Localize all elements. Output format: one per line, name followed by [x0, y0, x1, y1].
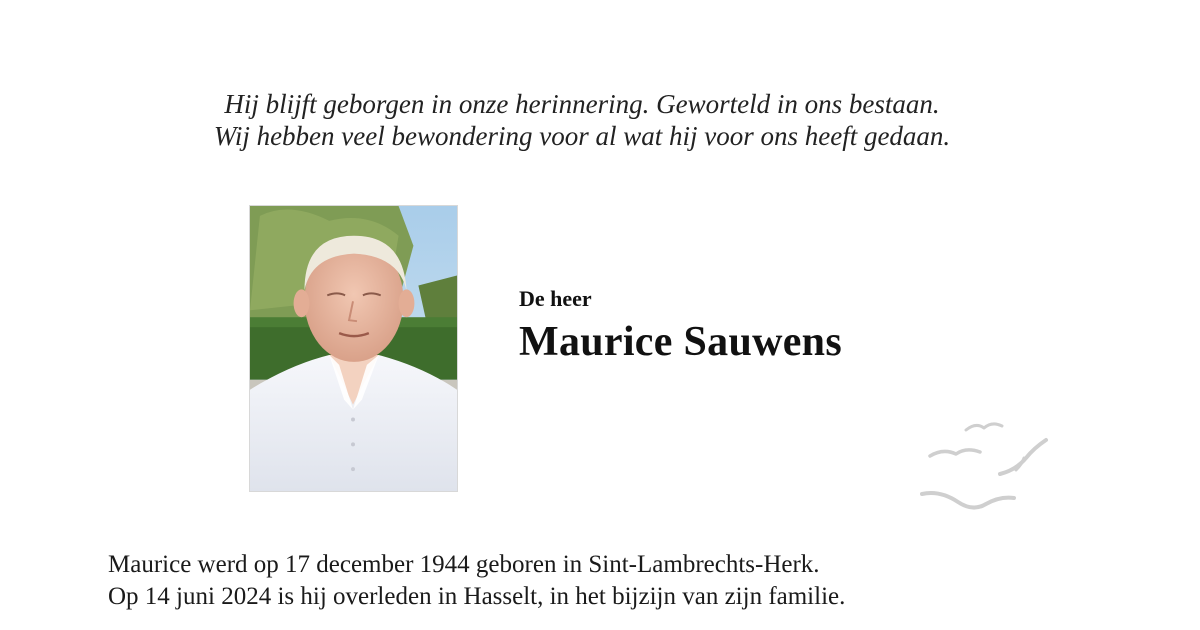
bio-line-death: Op 14 juni 2024 is hij overleden in Hasselt, in het bijzijn van zijn familie. — [108, 583, 846, 610]
bio-line-birth: Maurice werd op 17 december 1944 geboren in Sint-Lambrechts-Herk. — [108, 551, 820, 578]
deceased-name: Maurice Sauwens — [519, 319, 842, 365]
portrait-photo — [249, 205, 458, 492]
verse-line-2: Wij hebben veel bewondering voor al wat hij voor ons heeft gedaan. — [213, 121, 951, 151]
verse-line-1: Hij blijft geborgen in onze herinnering. Geworteld in ons bestaan. — [224, 89, 940, 119]
biography — [108, 549, 1108, 613]
birds-icon — [918, 418, 1053, 528]
honorific: De heer — [519, 286, 592, 311]
memorial-verse — [0, 88, 1164, 152]
